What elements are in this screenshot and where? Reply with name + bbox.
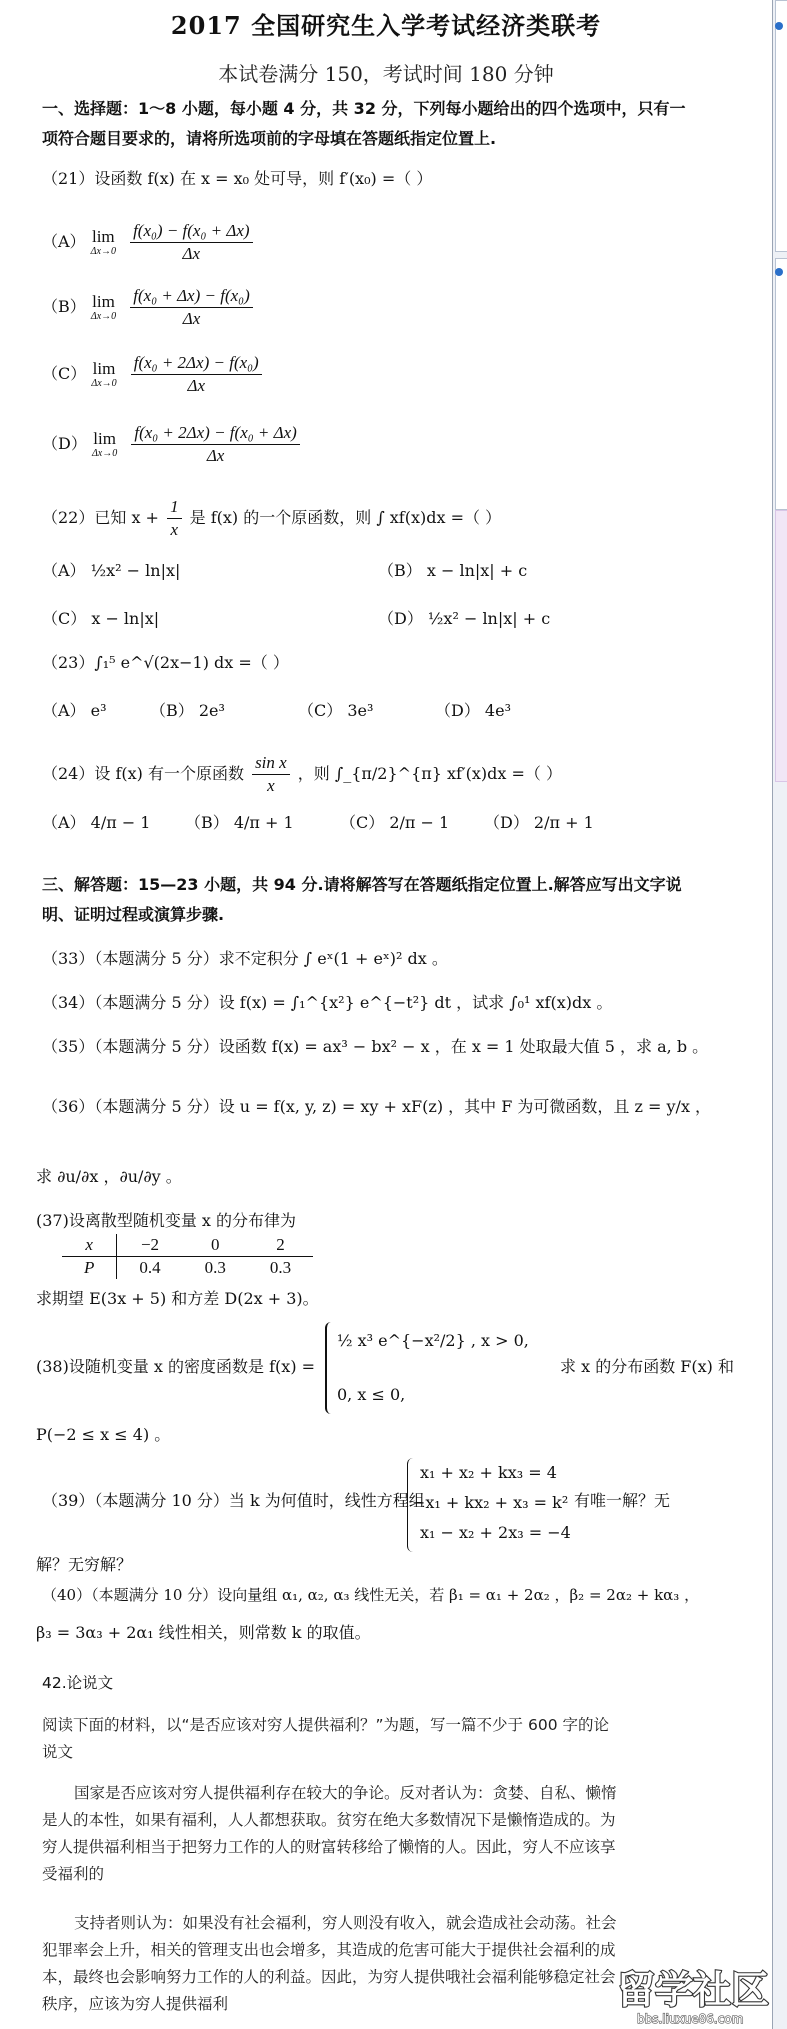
q42-p1-line: 是人的本性，如果有福利，人人都想获取。贫穷在绝大多数情况下是懒惰造成的。为 <box>42 1811 616 1829</box>
q39-eq1: x₁ + x₂ + kx₃ = 4 <box>420 1463 557 1482</box>
q21-option-c <box>42 352 265 397</box>
q38-brace <box>325 1322 335 1414</box>
q21-option-b <box>42 285 256 330</box>
q24-stem-a: （24）设 f(x) 有一个原函数 <box>42 764 244 783</box>
q37-distribution-table <box>62 1234 313 1279</box>
q34: （34）（本题满分 5 分）设 f(x) = ∫₁^{x²} e^{−t²} dt ，试求 ∫₀¹ xf(x)dx 。 <box>42 993 613 1012</box>
q21-option-b-num: f(x₀ + Δx) − f(x₀) <box>130 285 252 308</box>
watermark <box>615 1945 772 2029</box>
q24-option-c: （C） 2/π − 1 <box>340 813 450 832</box>
q21-option-c-fraction <box>131 352 262 397</box>
q22-stem-fraction <box>167 496 182 541</box>
q22-frac-num: 1 <box>167 496 182 519</box>
q22-option-d: （D） ½x² − ln|x| + c <box>378 609 551 628</box>
q21-option-a-den: Δx <box>182 244 201 263</box>
q39-eq3: x₁ − x₂ + 2x₃ = −4 <box>420 1523 571 1542</box>
q22-option-b: （B） x − ln|x| + c <box>378 561 528 580</box>
table-cell: 0 <box>183 1234 248 1257</box>
q21-option-c-lim <box>91 360 116 390</box>
q21-option-c-label: （C） <box>42 364 87 383</box>
q39-stem-a: （39）（本题满分 10 分）当 k 为何值时，线性方程组 <box>42 1491 425 1510</box>
q35: （35）（本题满分 5 分）设函数 f(x) = ax³ − bx² − x ，在 x = 1 处取最大值 5 ，求 a, b 。 <box>42 1037 709 1056</box>
section1-heading-line1: 一、选择题：1～8 小题，每小题 4 分，共 32 分，下列每小题给出的四个选项中，只有一 <box>42 99 686 118</box>
q24-frac-num: sin x <box>252 752 290 775</box>
q42-paragraph1 <box>42 1780 722 1888</box>
q42-p1-line: 国家是否应该对穷人提供福利存在较大的争论。反对者认为：贪婪、自私、懒惰 <box>74 1784 617 1802</box>
q36-line1: （36）（本题满分 5 分）设 u = f(x, y, z) = xy + xF(z) ，其中 F 为可微函数，且 z = y/x ， <box>42 1097 712 1116</box>
q21-option-d-label: （D） <box>42 434 87 453</box>
q21-option-d-num: f(x₀ + 2Δx) − f(x₀ + Δx) <box>131 422 299 445</box>
q23-option-a: （A） e³ <box>42 701 107 720</box>
q21-option-b-fraction <box>130 285 252 330</box>
lim-sub: Δx→0 <box>91 447 118 459</box>
q24-stem <box>42 752 562 797</box>
q21-option-c-num: f(x₀ + 2Δx) − f(x₀) <box>131 352 262 375</box>
q36-line2: 求 ∂u/∂x ，∂u/∂y 。 <box>36 1167 182 1186</box>
q42-p2-line: 本，最终也会影响努力工作的人的利益。因此，为穷人提供哦社会福利能够稳定社会 <box>42 1968 616 1986</box>
q24-frac-den: x <box>267 776 275 795</box>
section3-heading-line1: 三、解答题：15—23 小题，共 94 分.请将解答写在答题纸指定位置上.解答应写出文字说 <box>42 875 682 894</box>
watermark-brand: 留学社区 <box>617 1968 770 2012</box>
q21-option-a <box>42 220 256 265</box>
table-cell: 2 <box>248 1234 313 1257</box>
q22-stem-b: 是 f(x) 的一个原函数，则 ∫ xf(x)dx =（ ） <box>189 508 502 527</box>
q21-option-d <box>42 422 303 467</box>
q22-option-a: （A） ½x² − ln|x| <box>42 561 181 580</box>
q39-stem-b: 有唯一解？无 <box>574 1491 671 1510</box>
q24-option-b: （B） 4/π + 1 <box>185 813 294 832</box>
q37-stem: (37)设离散型随机变量 x 的分布律为 <box>36 1211 297 1230</box>
q24-option-a: （A） 4/π − 1 <box>42 813 151 832</box>
table-cell: 0.3 <box>269 1258 292 1277</box>
table-cell: −2 <box>117 1234 183 1257</box>
q39-line2: 解？无穷解？ <box>36 1555 133 1574</box>
lim-text: lim <box>93 428 116 448</box>
table-row <box>62 1257 313 1280</box>
table-cell: x <box>62 1234 117 1257</box>
q22-stem-a: （22）已知 x + <box>42 508 159 527</box>
q21-option-a-fraction <box>130 220 252 265</box>
q23-stem: （23）∫₁⁵ e^√(2x−1) dx =（ ） <box>42 653 289 672</box>
q21-stem: （21）设函数 f(x) 在 x = x₀ 处可导，则 f′(x₀) =（ ） <box>42 169 433 188</box>
watermark-logo-icon <box>615 1945 772 2029</box>
q42-p1-line: 穷人提供福利相当于把努力工作的人的财富转移给了懒惰的人。因此，穷人不应该享 <box>42 1838 616 1856</box>
sidebar-panel-highlight <box>775 510 787 782</box>
q42-prompt-line2: 说文 <box>42 1743 74 1761</box>
browser-sidebar[interactable] <box>772 0 787 2029</box>
sidebar-panel <box>775 0 787 252</box>
lim-sub: Δx→0 <box>91 377 117 389</box>
watermark-url: bbs.liuxue86.com <box>637 2012 744 2026</box>
section1-heading <box>42 94 742 154</box>
lim-sub: Δx→0 <box>90 310 117 322</box>
q21-option-a-num: f(x₀) − f(x₀ + Δx) <box>130 220 252 243</box>
q38-case2: 0, x ≤ 0, <box>337 1385 406 1404</box>
section3-heading <box>42 870 742 930</box>
q39-eq2: −x₁ + kx₂ + x₃ = k² <box>412 1493 569 1512</box>
q21-option-b-label: （B） <box>42 297 86 316</box>
lim-text: lim <box>91 226 115 246</box>
lim-text: lim <box>92 358 116 378</box>
sidebar-panel <box>775 258 787 510</box>
q42-p2-line: 支持者则认为：如果没有社会福利，穷人则没有收入，就会造成社会动荡。社会 <box>74 1914 617 1932</box>
q33: （33）（本题满分 5 分）求不定积分 ∫ eˣ(1 + eˣ)² dx 。 <box>42 949 448 968</box>
q42-prompt-line1: 阅读下面的材料，以“是否应该对穷人提供福利？”为题，写一篇不少于 600 字的论 <box>42 1716 610 1734</box>
table-cell: 0.4 <box>139 1258 161 1277</box>
q38-line2: P(−2 ≤ x ≤ 4) 。 <box>36 1425 171 1444</box>
table-cell: P <box>62 1257 117 1280</box>
q42-p2-line: 秩序，应该为穷人提供福利 <box>42 1995 229 2013</box>
q22-option-c: （C） x − ln|x| <box>42 609 160 628</box>
q42-p1-line: 受福利的 <box>42 1865 105 1883</box>
q37-ask: 求期望 E(3x + 5) 和方差 D(2x + 3)。 <box>36 1289 319 1308</box>
q23-option-b: （B） 2e³ <box>150 701 225 720</box>
exam-title: 2017 全国研究生入学考试经济类联考 <box>170 11 602 40</box>
q24-stem-b: ，则 ∫_{π/2}^{π} xf′(x)dx =（ ） <box>297 764 562 783</box>
q24-option-d: （D） 2/π + 1 <box>484 813 594 832</box>
q38-stem-a: (38)设随机变量 x 的密度函数是 f(x) = <box>36 1357 316 1376</box>
q38-stem-b: 求 x 的分布函数 F(x) 和 <box>560 1357 734 1376</box>
q21-option-c-den: Δx <box>187 376 205 395</box>
q40-line2: β₃ = 3α₃ + 2α₁ 线性相关，则常数 k 的取值。 <box>36 1623 371 1642</box>
table-cell: 0.3 <box>204 1258 226 1277</box>
q21-option-a-lim <box>91 228 116 258</box>
q21-option-d-fraction <box>131 422 299 467</box>
table-row <box>62 1234 313 1257</box>
q23-option-d: （D） 4e³ <box>435 701 511 720</box>
q40-line1: （40）（本题满分 10 分）设向量组 α₁, α₂, α₃ 线性无关，若 β₁ = α₁ + 2α₂ ，β₂ = 2α₂ + kα₃ ， <box>42 1586 700 1604</box>
q42-prompt <box>42 1712 722 1766</box>
q23-option-c: （C） 3e³ <box>298 701 374 720</box>
q21-option-b-den: Δx <box>182 309 201 328</box>
lim-sub: Δx→0 <box>90 245 116 257</box>
q42-title: 42.论说文 <box>42 1674 114 1692</box>
exam-subtitle: 本试卷满分 150，考试时间 180 分钟 <box>218 62 554 86</box>
section3-heading-line2: 明、证明过程或演算步骤. <box>42 905 225 924</box>
sidebar-dot-icon[interactable] <box>775 22 783 30</box>
section1-heading-line2: 项符合题目要求的，请将所选项前的字母填在答题纸指定位置上. <box>42 129 497 148</box>
q24-stem-fraction <box>252 752 290 797</box>
q21-option-d-lim <box>92 430 117 460</box>
sidebar-dot-icon[interactable] <box>775 268 783 276</box>
q38-case1: ½ x³ e^{−x²/2} , x > 0, <box>337 1331 529 1350</box>
q22-stem <box>42 496 501 541</box>
q21-option-d-den: Δx <box>206 446 225 465</box>
q42-p2-line: 犯罪率会上升，相关的管理支出也会增多，其造成的危害可能大于提供社会福利的成 <box>42 1941 616 1959</box>
q21-option-b-lim <box>91 293 116 323</box>
lim-text: lim <box>92 291 115 311</box>
q21-option-a-label: （A） <box>42 232 86 251</box>
q22-frac-den: x <box>170 520 179 539</box>
